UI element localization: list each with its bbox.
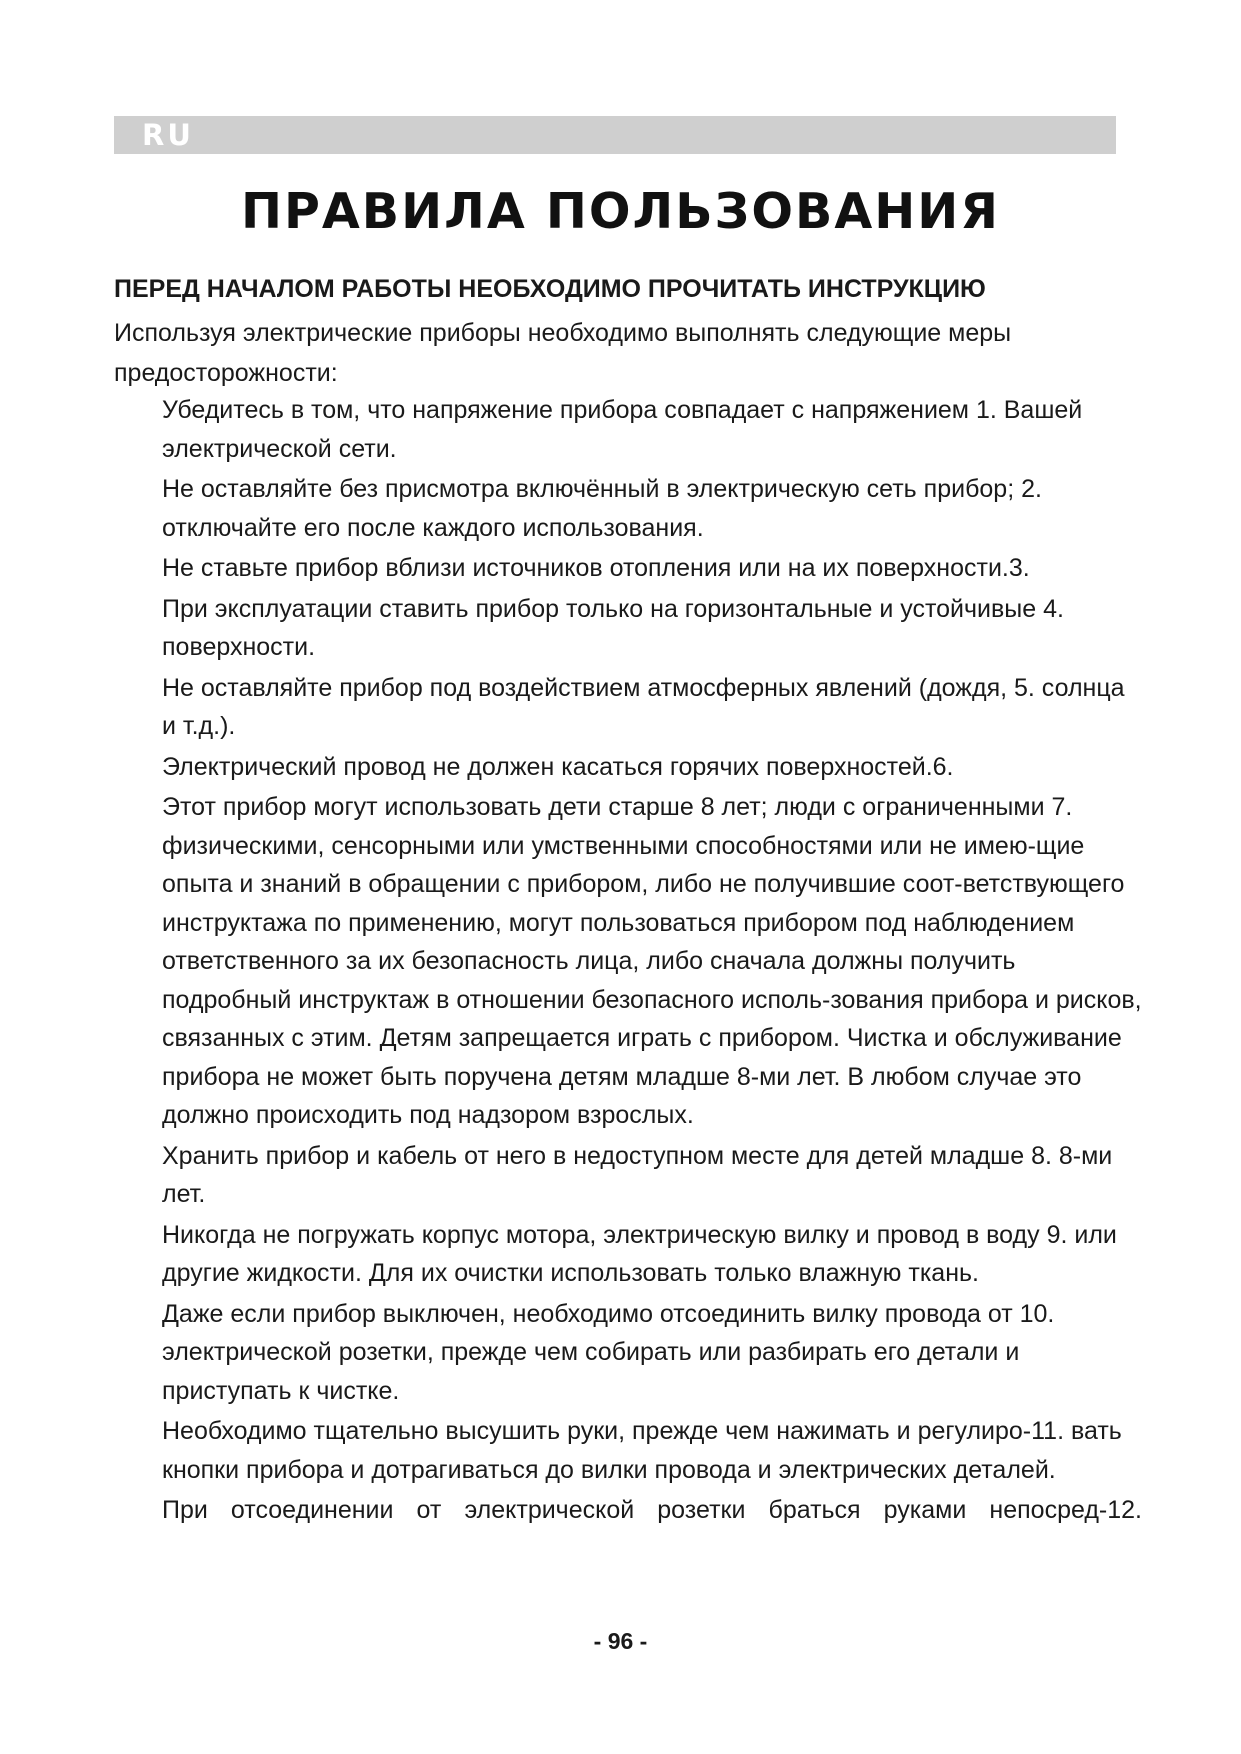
language-label: RU	[142, 118, 194, 152]
rule-text: Электрический провод не должен касаться горячих поверхностей.6.	[162, 752, 954, 781]
rule-item	[162, 590, 1142, 667]
intro-paragraph: Используя электрические приборы необходимо выполнять следующие меры предосторожности:	[114, 319, 1012, 387]
rule-item	[162, 549, 1142, 588]
safety-rules-list	[162, 391, 1142, 1532]
rule-item	[162, 748, 1142, 787]
rule-text: Никогда не погружать корпус мотора, электрическую вилку и провод в воду 9. или другие жидкости. Для их очистки использовать только влажную ткань.	[162, 1220, 1117, 1287]
page-title: ПРАВИЛА ПОЛЬЗОВАНИЯ	[240, 183, 1001, 240]
rule-text: Не оставляйте прибор под воздействием атмосферных явлений (дождя, 5. солнца и т.д.).	[162, 673, 1125, 740]
rule-text: При отсоединении от электрической розетки браться руками непосред-12.	[162, 1496, 1142, 1524]
rule-item	[162, 470, 1142, 547]
rule-text: Даже если прибор выключен, необходимо отсоединить вилку провода от 10. электрической розетки, прежде чем собирать или разбирать его детали и приступать к чистке.	[162, 1299, 1055, 1405]
rule-text: Не оставляйте без присмотра включённый в электрическую сеть прибор; 2. отключайте его после каждого использования.	[162, 475, 1042, 542]
rule-text: Не ставьте прибор вблизи источников отопления или на их поверхности.3.	[162, 554, 1030, 582]
rule-item	[162, 1137, 1142, 1214]
rule-item	[162, 391, 1142, 468]
rule-text: Убедитесь в том, что напряжение прибора совпадает с напряжением 1. Вашей электрической сети.	[162, 396, 1083, 463]
rule-item	[162, 1295, 1142, 1411]
rule-item	[162, 788, 1142, 1135]
rule-item	[162, 669, 1142, 746]
rule-item	[162, 1412, 1142, 1489]
rule-item	[162, 1491, 1142, 1530]
page-number: - 96 -	[593, 1628, 648, 1654]
rule-text: Этот прибор могут использовать дети старше 8 лет; люди с ограниченными 7. физическими, сенсорными или умственными способностями или не имею-щие опыта и знаний в обращении с прибором, либо не получившие соот-ветствующего инструктажа по применению, могут пользоваться прибором под наблюдением ответственного за их безопасность лица, либо сначала должны получить подробный инструктаж в отношении безопасного исполь-зования прибора и рисков, связанных с этим. Детям запрещается играть с прибором. Чистка и обслуживание прибора не может быть поручена детям младше 8-ми лет. В любом случае это должно происходить под надзором взрослых.	[162, 793, 1142, 1129]
rule-text: Необходимо тщательно высушить руки, прежде чем нажимать и регулиро-11. вать кнопки прибора и дотрагиваться до вилки провода и электрических деталей.	[162, 1417, 1122, 1484]
section-subheading: ПЕРЕД НАЧАЛОМ РАБОТЫ НЕОБХОДИМО ПРОЧИТАТЬ ИНСТРУКЦИЮ	[114, 275, 986, 303]
rule-text: При эксплуатации ставить прибор только на горизонтальные и устойчивые 4. поверхности.	[162, 594, 1064, 661]
rule-item	[162, 1216, 1142, 1293]
rule-text: Хранить прибор и кабель от него в недоступном месте для детей младше 8. 8-ми лет.	[162, 1141, 1113, 1208]
language-bar	[114, 116, 1116, 154]
